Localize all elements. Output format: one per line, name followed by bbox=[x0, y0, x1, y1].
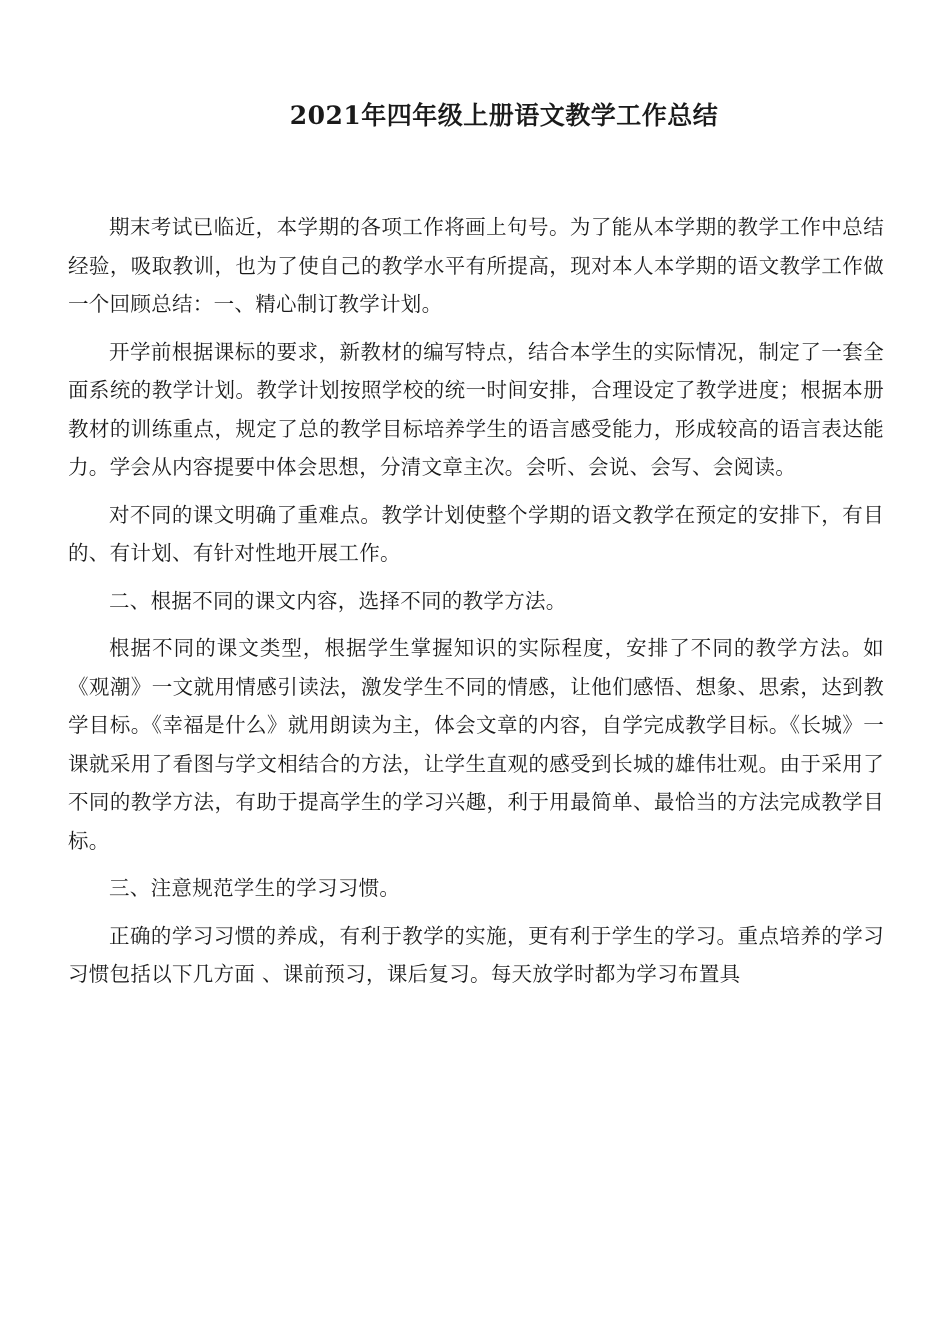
paragraph-plan: 开学前根据课标的要求，新教材的编写特点，结合本学生的实际情况，制定了一套全面系统的教学计划。教学计划按照学校的统一时间安排，合理设定了教学进度；根据本册教材的训练重点，规定了总的教学目标培养学生的语言感受能力，形成较高的语言表达能力。学会从内容提要中体会思想，分清文章主次。会听、会说、会写、会阅读。 bbox=[68, 339, 884, 479]
paragraph-key-points: 对不同的课文明确了重难点。教学计划使整个学期的语文教学在预定的安排下，有目的、有计划、有针对性地开展工作。 bbox=[68, 502, 884, 565]
paragraph-habits: 正确的学习习惯的养成，有利于教学的实施，更有利于学生的学习。重点培养的学习习惯包括以下几方面 、课前预习，课后复习。每天放学时都为学习布置具 bbox=[68, 923, 884, 986]
paragraph-methods: 根据不同的课文类型，根据学生掌握知识的实际程度，安排了不同的教学方法。如《观潮》一文就用情感引读法，激发学生不同的情感，让他们感悟、想象、思索，达到教学目标。《幸福是什么》就用朗读为主，体会文章的内容，自学完成教学目标。《长城》一课就采用了看图与学文相结合的方法，让学生直观的感受到长城的雄伟壮观。由于采用了不同的教学方法，有助于提高学生的学习兴趣，利于用最简单、最恰当的方法完成教学目标。 bbox=[68, 636, 884, 853]
document-body bbox=[68, 208, 884, 1003]
section-heading-2: 二、根据不同的课文内容，选择不同的教学方法。 bbox=[109, 588, 567, 613]
paragraph-intro: 期末考试已临近，本学期的各项工作将画上句号。为了能从本学期的教学工作中总结经验，吸取教训，也为了使自己的教学水平有所提高，现对本人本学期的语文教学工作做一个回顾总结：一、精心制订教学计划。 bbox=[68, 215, 884, 316]
section-heading-3: 三、注意规范学生的学习习惯。 bbox=[109, 876, 401, 900]
document-title: 2021年四年级上册语文教学工作总结 bbox=[289, 101, 719, 130]
